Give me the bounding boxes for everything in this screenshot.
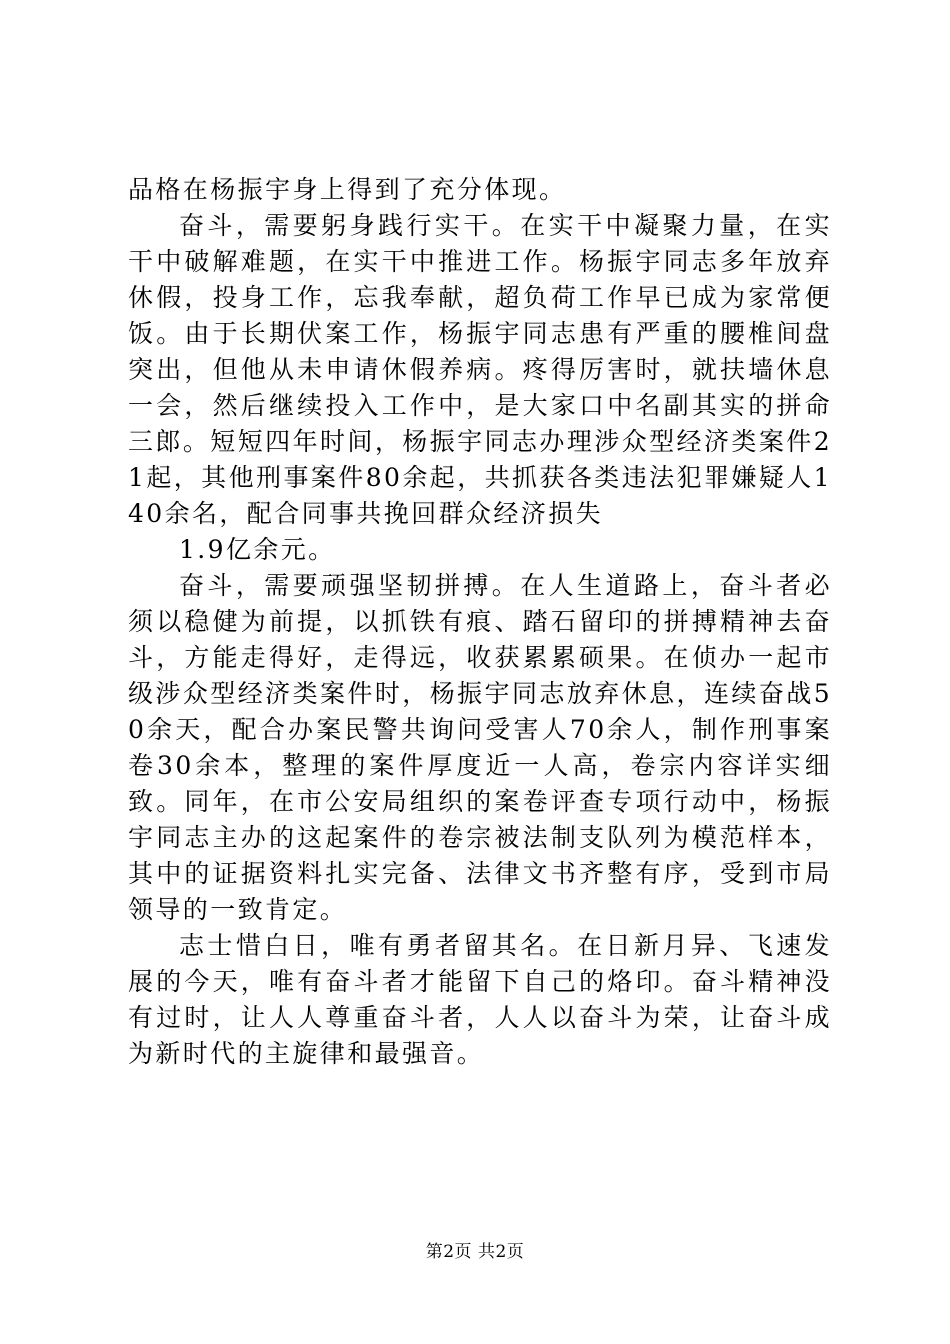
- document-body: [128, 172, 832, 1072]
- paragraph: 志士惜白日，唯有勇者留其名。在日新月异、飞速发展的今天，唯有奋斗者才能留下自己的烙印。奋斗精神没有过时，让人人尊重奋斗者，人人以奋斗为荣，让奋斗成为新时代的主旋律和最强音。: [128, 931, 832, 1068]
- paragraph: 奋斗，需要躬身践行实干。在实干中凝聚力量，在实干中破解难题，在实干中推进工作。杨振宇同志多年放弃休假，投身工作，忘我奉献，超负荷工作早已成为家常便饭。由于长期伏案工作，杨振宇同志患有严重的腰椎间盘突出，但他从未申请休假养病。疼得厉害时，就扶墙休息一会，然后继续投入工作中，是大家口中名副其实的拼命三郎。短短四年时间，杨振宇同志办理涉众型经济类案件21起，其他刑事案件80余起，共抓获各类违法犯罪嫌疑人140余名，配合同事共挽回群众经济损失: [128, 211, 832, 528]
- paragraph: 品格在杨振宇身上得到了充分体现。: [128, 175, 567, 204]
- paragraph: 奋斗，需要顽强坚韧拼搏。在人生道路上，奋斗者必须以稳健为前提，以抓铁有痕、踏石留印的拼搏精神去奋斗，方能走得好，走得远，收获累累硕果。在侦办一起市级涉众型经济类案件时，杨振宇同志放弃休息，连续奋战50余天，配合办案民警共询问受害人70余人，制作刑事案卷30余本，整理的案件厚度近一人高，卷宗内容详实细致。同年，在市公安局组织的案卷评查专项行动中，杨振宇同志主办的这起案件的卷宗被法制支队列为模范样本，其中的证据资料扎实完备、法律文书齐整有序，受到市局领导的一致肯定。: [128, 571, 832, 924]
- page-number-footer: 第2页 共2页: [425, 1242, 525, 1262]
- paragraph: 1.9亿余元。: [179, 535, 336, 564]
